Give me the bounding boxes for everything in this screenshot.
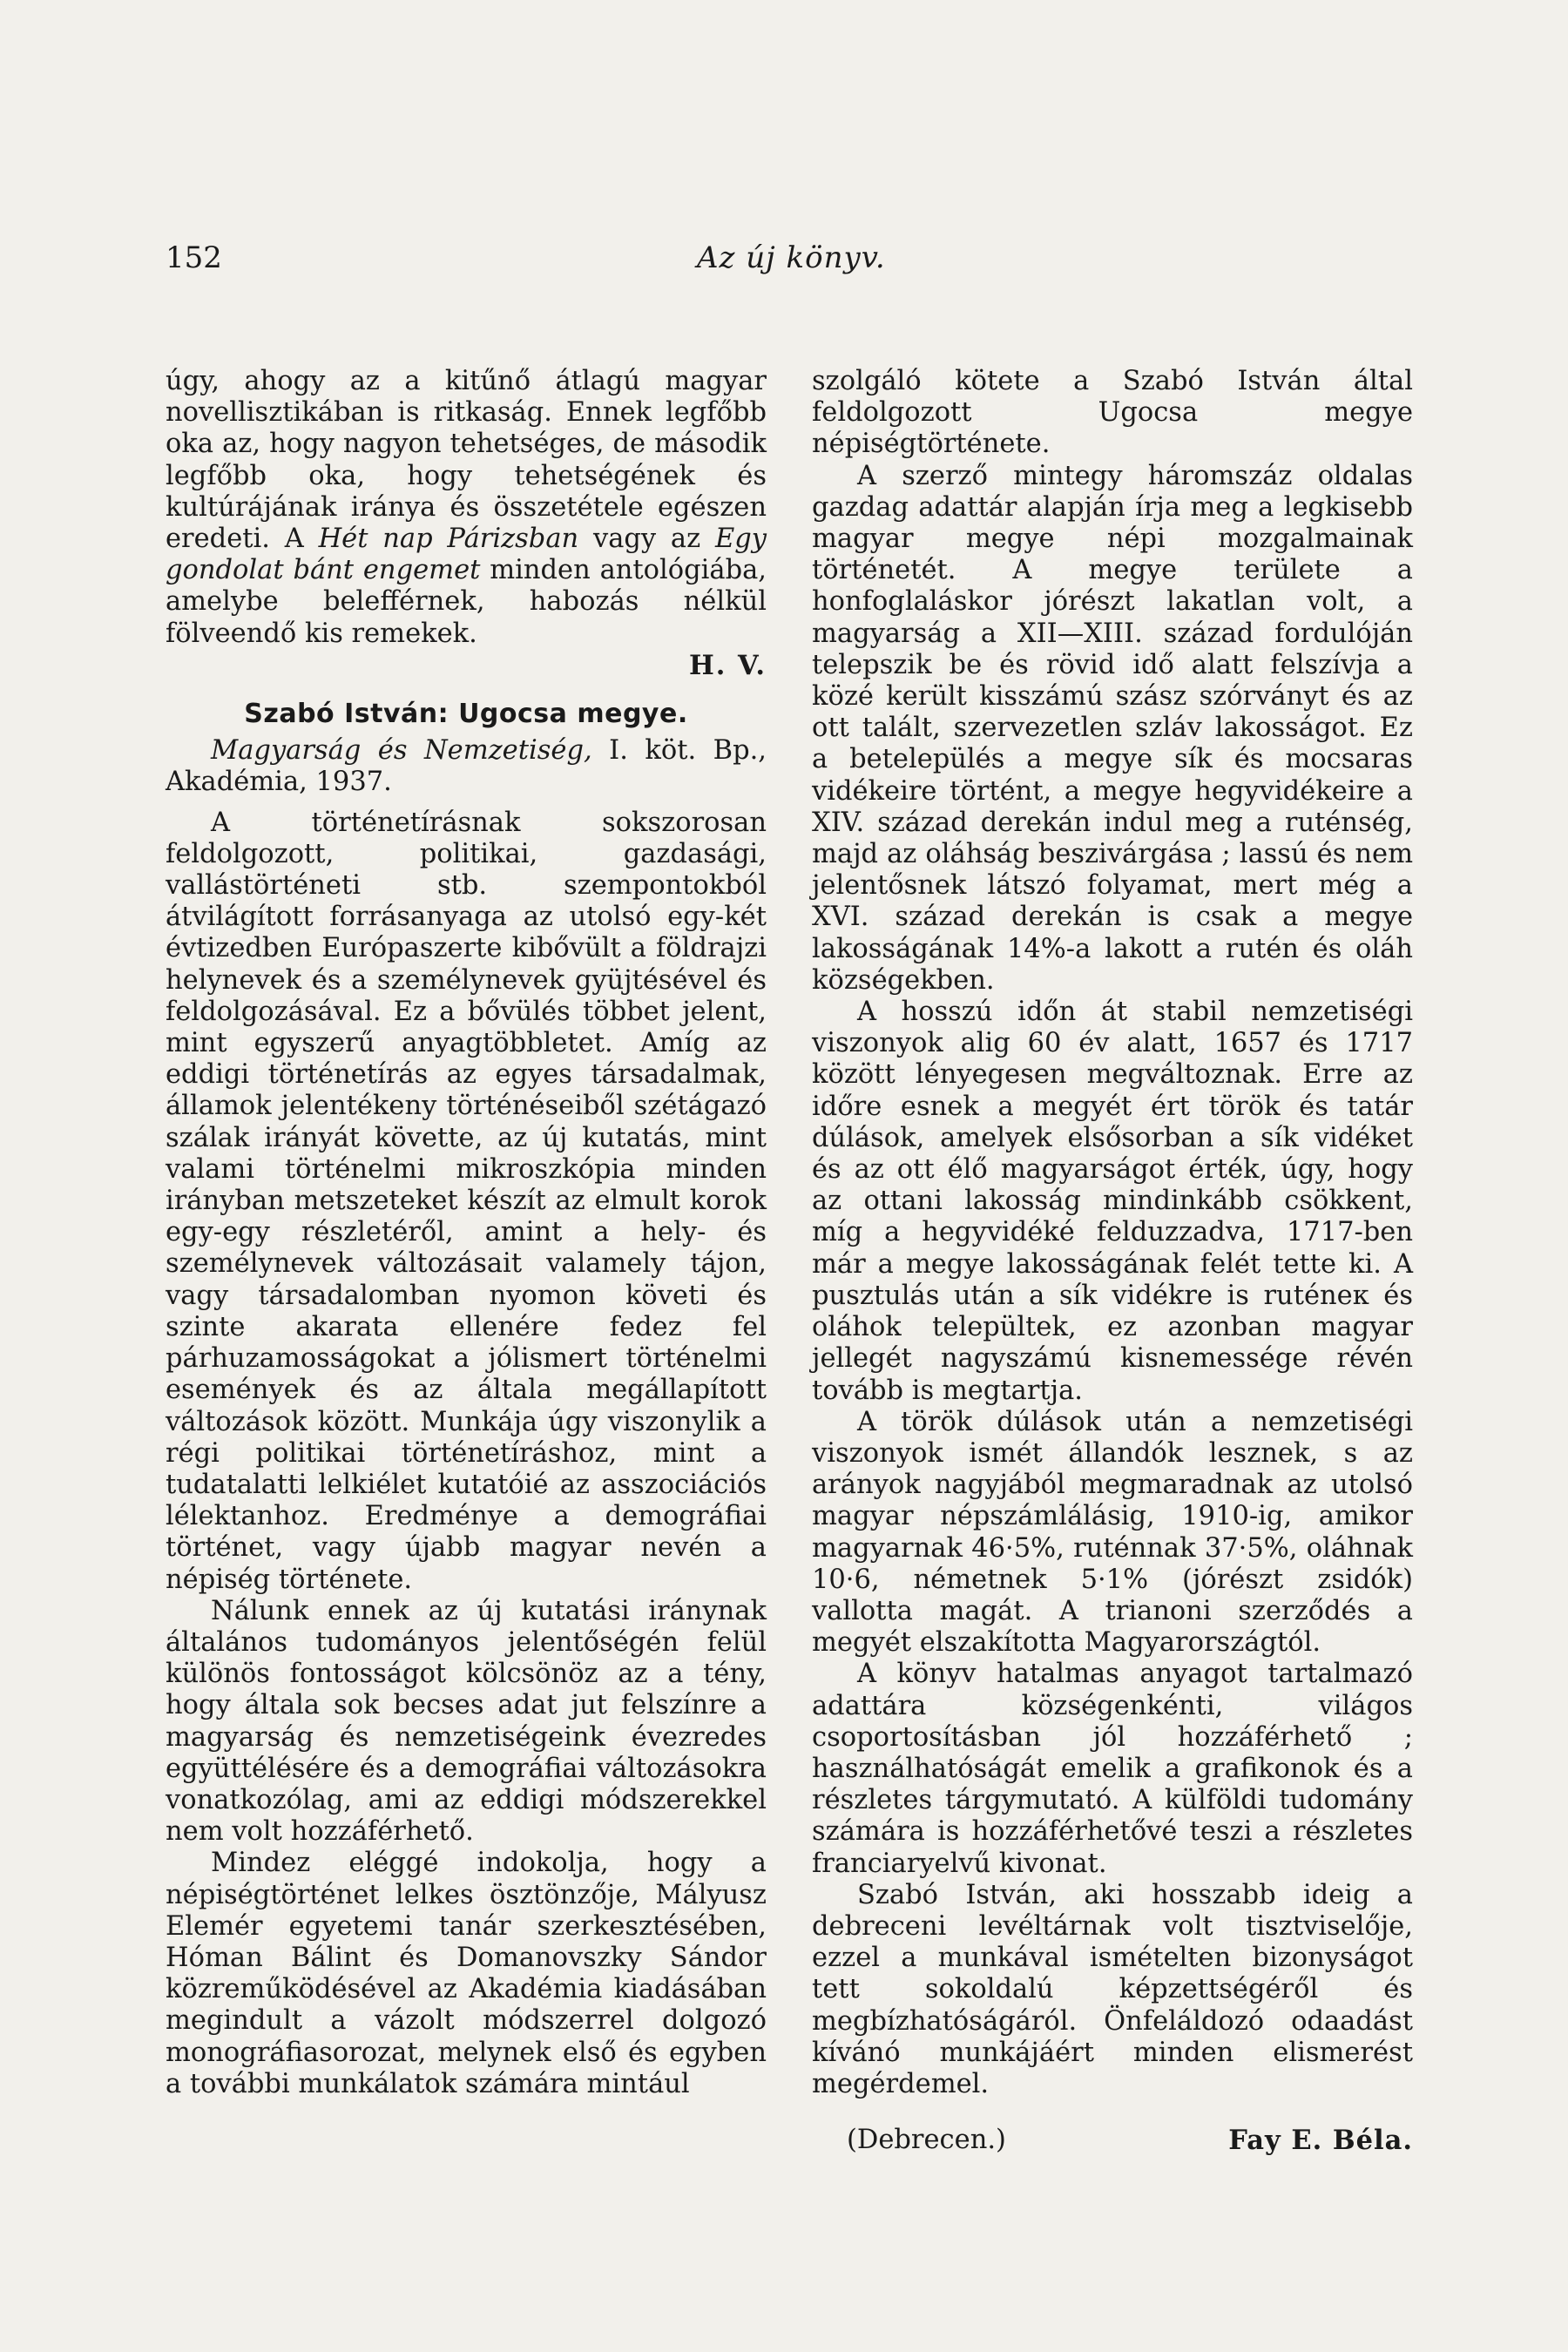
bibliographic-line: Magyarság és Nemzetiség, I. köt. Bp., Akadémia, 1937.: [166, 735, 767, 798]
left-column: [166, 366, 767, 2100]
right-column: [812, 366, 1413, 2159]
paragraph: A történetírásnak sokszorosan feldolgozott, politikai, gazdasági, vallástörténeti stb. szempontokból átvilágított forrásanyaga az utolsó egy-két évtizedben Európaszerte kibővült a földrajzi helynevek és a személynevek gyüjtésével és feldolgozásával. Ez a bővülés többet jelent, mint egyszerű anyagtöbbletet. Amíg az eddigi történetírás az egyes társadalmak, államok jelentékeny történéseiből szétágazó szálak irányát követte, az új kutatás, mint valami történelmi mikroszkópia minden irányban metszeteket készít az elmult korok egy-egy részletéről, amint a hely- és személynevek változásait valamely tájon, vagy társadalomban nyomon követi és szinte akarata ellenére fedez fel párhuzamosságokat a jólismert történelmi események és az általa megállapított változások között. Munkája úgy viszonylik a régi politikai történetíráshoz, mint a tudatalatti lelkiélet kutatóié az asszociációs lélektanhoz. Eredménye a demográfiai történet, vagy újabb magyar nevén a népiség története.: [166, 807, 767, 1595]
author-signature: Fay E. Béla.: [1228, 2125, 1413, 2157]
work-title: Egy gondolat bánt engemet: [166, 524, 767, 586]
paragraph: A szerző mintegy háromszáz oldalas gazdag adattár alapján írja meg a legkisebb magyar megye népi mozgalmainak történetét. A megye területe a honfoglaláskor jórészt lakatlan volt, a magyarság a XII—XIII. század fordulóján telepszik be és rövid idő alatt felszívja a közé került kisszámú szász szórványt és az ott talált, szervezetlen szláv lakosságot. Ez a betelepülés a megye sík és mocsaras vidékeire történt, a megye hegyvidékeire a XIV. század derekán indul meg a ruténség, majd az oláhság beszivárgása ; lassú és nem jelentősnek látszó folyamat, mert még a XVI. század derekán is csak a megye lakosságának 14%-a lakott a rutén és oláh községekben.: [812, 460, 1413, 996]
paragraph: Szabó István, aki hosszabb ideig a debreceni levéltárnak volt tisztviselője, ezzel a munkával ismételten bizonyságot tett sokoldalú képzettségéről és megbízhatóságáról. Önfeláldozó odaadást kívánó munkájáért minden elismerést megérdemel.: [812, 1879, 1413, 2099]
place-of-writing: (Debrecen.): [847, 2125, 1006, 2156]
paragraph: A török dúlások után a nemzetiségi viszonyok ismét állandók lesznek, s az arányok nagyjából megmaradnak az utolsó magyar népszámlálásig, 1910-ig, amikor magyarnak 46·5%, ruténnak 37·5%, oláhnak 10·6, németnek 5·1% (jórészt zsidók) vallotta magát. A trianoni szerződés a megyét elszakította Magyarországtól.: [812, 1406, 1413, 1659]
page-number: 152: [166, 240, 222, 275]
reviewer-initials: H. V.: [688, 649, 767, 681]
paragraph: szolgáló kötete a Szabó István által feldolgozott Ugocsa megye népiségtörténete.: [812, 366, 1413, 460]
paragraph: úgy, ahogy az a kitűnő átlagú magyar novellisztikában is ritkaság. Ennek legfőbb oka az, hogy nagyon tehetséges, de második legfőbb oka, hogy tehetségének és kultúrájának iránya és összetétele egészen eredeti. A Hét nap Párizsban vagy az Egy gondolat bánt engemet minden antológiába, amelybe belefférnek, habozás nélkül fölveendő kis remekek.: [166, 366, 767, 649]
page-header: [166, 240, 1420, 284]
paragraph: A könyv hatalmas anyagot tartalmazó adattára községenkénti, világos csoportosításban jól hozzáférhető ; használhatóságát emelik a grafikonok és a részletes tárgymutató. A külföldi tudomány számára is hozzáférhetővé teszi a részletes franciaryelvű kivonat.: [812, 1659, 1413, 1879]
work-title: Hét nap Párizsban: [318, 524, 579, 555]
running-title: Az új könyv.: [697, 240, 886, 275]
paragraph: A hosszú időn át stabil nemzetiségi viszonyok alig 60 év alatt, 1657 és 1717 között lényegesen megváltoznak. Erre az időre esnek a megyét ért török és tatár dúlások, amelyek elsősorban a sík vidéket és az ott élő magyarságot érték, úgy, hogy az ottani lakosság mindinkább csökkent, míg a hegyvidéké felduzzadva, 1717-ben már a megye lakosságának felét tette ki. A pusztulás után a sík vidékre is ruténeк és oláhok települtek, ez azonban magyar jellegét nagyszámú kisnemessége révén tovább is megtartja.: [812, 997, 1413, 1406]
signature-line: [812, 2125, 1413, 2159]
review-heading: Szabó István: Ugocsa megye.: [244, 699, 688, 730]
paragraph: Mindez eléggé indokolja, hogy a népiségtörténet lelkes ösztönzője, Mályusz Elemér egyetemi tanár szerkesztésében, Hóman Bálint és Domanovszky Sándor közreműködésével az Akadémia kiadásában megindult a vázolt módszerrel dolgozó monográfiasorozat, melynek első és egyben a további munkálatok számára mintául: [166, 1848, 767, 2099]
paragraph: Nálunk ennek az új kutatási iránynak általános tudományos jelentőségén felül különös fontosságot kölcsönöz az a tény, hogy általa sok becses adat jut felszínre a magyarság és nemzetiségeink évezredes együttélésére és a demográfiai változásokra vonatkozólag, ami az eddigi módszerekkel nem volt hozzáférhető.: [166, 1595, 767, 1848]
